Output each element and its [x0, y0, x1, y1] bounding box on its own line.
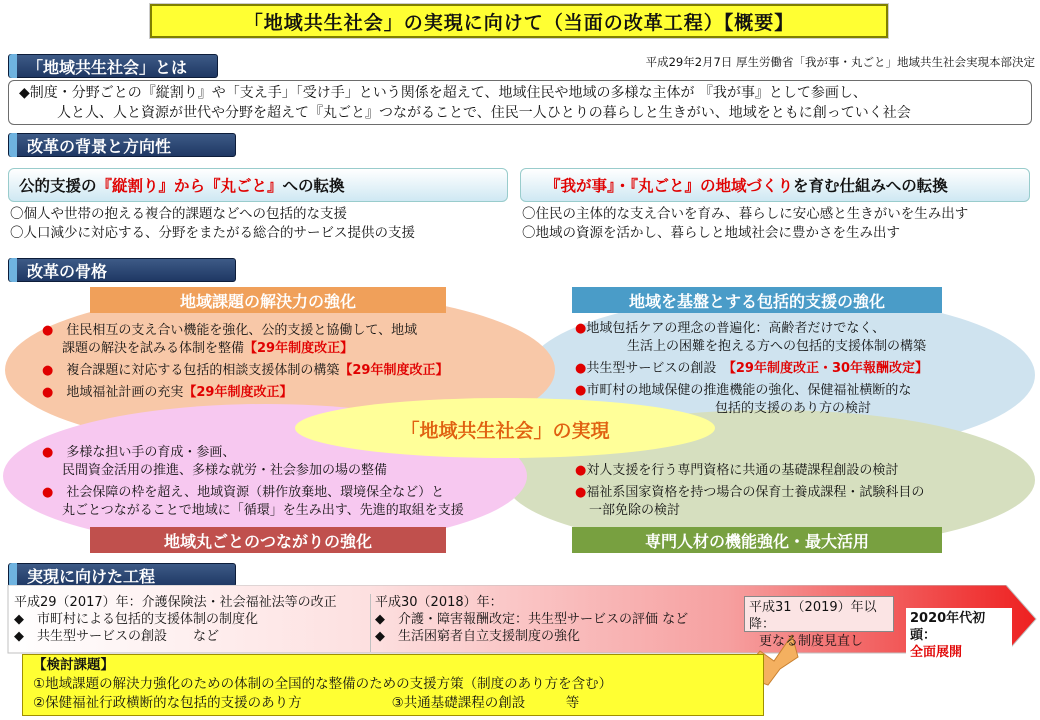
issues-item-3: ③共通基礎課程の創設 等 [391, 695, 580, 711]
stage-2019-item: 更なる制度見直し [759, 634, 864, 649]
bullet-dot: ● [575, 321, 587, 336]
solve-item-2-tag: 【29年制度改正】 [339, 363, 449, 378]
direction-right-list [522, 205, 1034, 243]
support-item-3b: 包括的支援のあり方の検討 [715, 401, 872, 416]
connect-bullets [42, 444, 522, 520]
direction-left-list [10, 205, 510, 243]
bullet-dot: ● [42, 445, 54, 460]
list-item [575, 502, 1015, 520]
definition-line-1: ◆制度・分野ごとの『縦割り』や「支え手」「受け手」という関係を超えて、地域住民や地域の多様な主体が 『我が事』として参画し、 [19, 85, 867, 101]
list-item [575, 484, 1015, 502]
direction-left-title-pre: 公的支援の [19, 177, 97, 195]
support-bullets [575, 320, 1015, 418]
stage-2018-title: 平成30（2018）年： [375, 595, 503, 610]
list-item [42, 462, 522, 480]
issues-row [33, 694, 753, 713]
bullet-dot: ● [575, 485, 587, 500]
bullet-dot: ● [575, 463, 587, 478]
solve-item-3-tag: 【29年制度改正】 [183, 385, 293, 400]
stage-2020s-item: 全面展開 [910, 645, 963, 660]
solve-item-1b: 課題の解決を試みる体制を整備 [62, 341, 245, 356]
list-item [575, 382, 1015, 400]
section-marker [9, 133, 17, 157]
definition-box [8, 80, 1032, 125]
stage-2018 [370, 594, 740, 652]
issues-item-2: ②保健福祉行政横断的な包括的支援のあり方 [33, 695, 302, 711]
list-item [575, 338, 1015, 356]
direction-right-title-post: を育む仕組みへの転換 [793, 177, 948, 195]
stage-2017-item: ◆ 共生型サービスの創設 など [14, 629, 219, 644]
stage-2018-item: ◆ 生活困窮者自立支援制度の強化 [375, 629, 580, 644]
connect-item-2a: 社会保障の枠を超え、地域資源（耕作放棄地、環境保全など）と [66, 485, 445, 500]
background-heading: 改革の背景と方向性 [27, 136, 172, 156]
section-heading-background [8, 133, 236, 157]
stage-2019-title: 平成31（2019）年以降： [749, 600, 877, 632]
stage-2019 [744, 596, 894, 649]
roadmap-heading: 実現に向けた工程 [27, 566, 156, 586]
section-heading-roadmap [8, 563, 236, 587]
section-heading-framework [8, 258, 236, 282]
solve-item-1a: 住民相互の支え合い機能を強化、公的支援と協働して、地域 [66, 323, 418, 338]
bullet-dot: ● [575, 361, 587, 376]
support-item-1b: 生活上の困難を抱える方への包括的支援体制の構築 [627, 339, 927, 354]
bullet-dot: ● [42, 485, 54, 500]
direction-left-title-red: 『縦割り』から『丸ごと』 [96, 177, 283, 195]
direction-right-item: 〇住民の主体的な支え合いを育み、暮らしに安心感と生きがいを生み出す [522, 206, 969, 222]
stage-2017-title: 平成29（2017）年：介護保険法・社会福祉法等の改正 [14, 595, 337, 610]
direction-left-title-post: への転換 [282, 177, 345, 195]
list-item [42, 362, 512, 380]
bullet-dot: ● [42, 323, 54, 338]
list-item [575, 462, 1015, 480]
solve-item-2: 複合課題に対応する包括的相談支援体制の構築 [66, 363, 340, 378]
list-item [575, 360, 1015, 378]
direction-left-title [8, 168, 508, 202]
support-item-3a: 市町村の地域保健の推進機能の強化、保健福祉横断的な [586, 383, 912, 398]
list-item [42, 384, 512, 402]
direction-right-title-red: 『我が事』・『丸ごと』の地域づくり [545, 177, 794, 195]
definition-heading: 「地域共生社会」とは [27, 57, 188, 77]
list-item [42, 444, 522, 462]
section-marker [9, 258, 17, 282]
solve-bullets [42, 322, 512, 402]
definition-line-2: 人と人、人と資源が世代や分野を超えて『丸ごと』つながることで、住民一人ひとりの暮らしと生きがい、地域をともに創っていく社会 [57, 105, 911, 121]
support-item-2-tag: 【29年制度改正・30年報酬改定】 [729, 361, 929, 376]
stage-2020s-title: 2020年代初頭： [910, 611, 986, 643]
issues-heading: 【検討課題】 [33, 657, 114, 673]
direction-right-title [520, 168, 1030, 202]
connect-item-1a: 多様な担い手の育成・参画、 [66, 445, 236, 460]
issues-box [22, 654, 764, 716]
list-item [42, 340, 512, 358]
solve-item-1-tag: 【29年制度改正】 [244, 341, 354, 356]
bullet-dot: ● [42, 363, 54, 378]
pillar-talent-label: 専門人材の機能強化・最大活用 [572, 527, 942, 553]
stage-2017-item: ◆ 市町村による包括的支援体制の制度化 [14, 612, 258, 627]
framework-center-label: 「地域共生社会」の実現 [400, 420, 610, 442]
talent-item-2a: 福祉系国家資格を持つ場合の保育士養成課程・試験科目の [586, 485, 925, 500]
list-item [42, 484, 522, 502]
framework-heading: 改革の骨格 [27, 261, 108, 281]
page-title: 「地域共生社会」の実現に向けて（当面の改革工程）【概要】 [150, 4, 888, 38]
issues-item-1: ①地域課題の解決力強化のための体制の全国的な整備のための支援方策（制度のあり方を含む） [33, 676, 613, 692]
talent-item-1: 対人支援を行う専門資格に共通の基礎課程創設の検討 [586, 463, 899, 478]
pillar-connect-label: 地域丸ごとのつながりの強化 [90, 527, 446, 553]
solve-item-3: 地域福祉計画の充実 [66, 385, 184, 400]
talent-item-2b: 一部免除の検討 [589, 503, 681, 518]
list-item [42, 502, 522, 520]
stage-2017 [14, 594, 370, 645]
talent-bullets [575, 462, 1015, 520]
support-item-2: 共生型サービスの創設 [586, 361, 717, 376]
support-item-1a: 地域包括ケアの理念の普遍化：高齢者だけでなく、 [586, 321, 886, 336]
list-item [42, 322, 512, 340]
stage-2018-item: ◆ 介護・障害報酬改定：共生型サービスの評価 など [375, 612, 689, 627]
section-heading-definition [8, 54, 218, 78]
direction-left-item: 〇人口減少に対応する、分野をまたがる総合的サービス提供の支援 [10, 225, 415, 241]
pillar-solve-label: 地域課題の解決力の強化 [90, 287, 446, 313]
pillar-support-label: 地域を基盤とする包括的支援の強化 [572, 287, 942, 313]
direction-left-item: 〇個人や世帯の抱える複合的課題などへの包括的な支援 [10, 206, 347, 222]
bullet-dot: ● [42, 385, 54, 400]
decision-note: 平成29年2月7日 厚生労働省「我が事・丸ごと」地域共生社会実現本部決定 [645, 55, 1035, 69]
direction-right-item: 〇地域の資源を活かし、暮らしと地域社会に豊かさを生み出す [522, 225, 900, 241]
section-marker [9, 563, 17, 587]
bullet-dot: ● [575, 383, 587, 398]
section-marker [9, 54, 17, 78]
connect-item-1b: 民間資金活用の推進、多様な就労・社会参加の場の整備 [62, 463, 388, 478]
stage-2020s [906, 608, 1012, 663]
connect-item-2b: 丸ごとつながることで地域に「循環」を生み出す、先進的取組を支援 [62, 503, 464, 518]
list-item [575, 320, 1015, 338]
